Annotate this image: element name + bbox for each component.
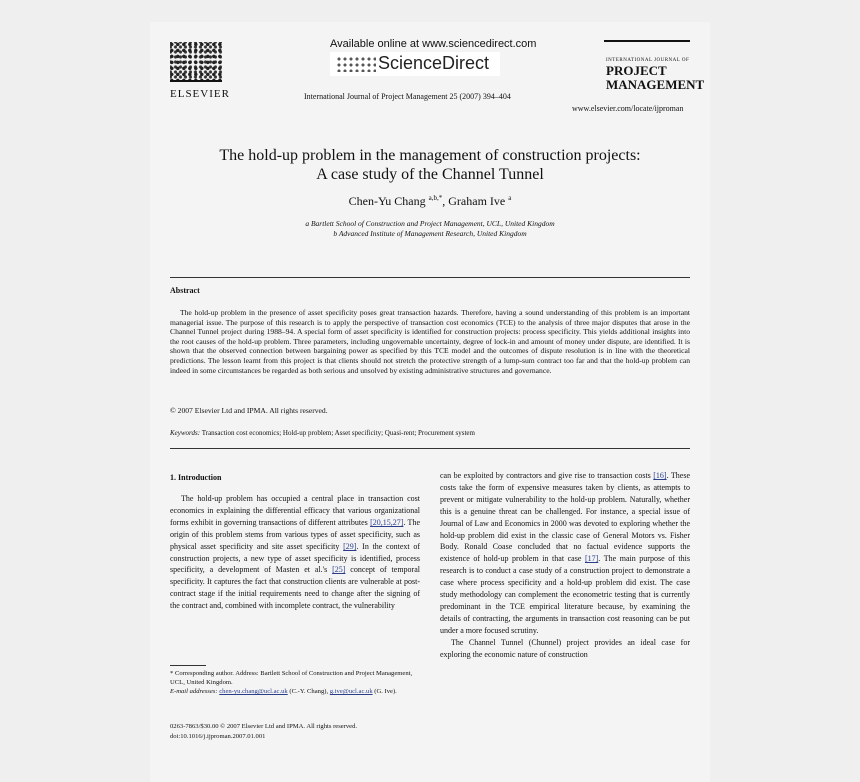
journal-logo-small-text: INTERNATIONAL JOURNAL OF [606,58,690,63]
intro-paragraph-1: The hold-up problem has occupied a central place in transaction cost economics in explaining the differential efficacy that various organizational forms exhibit in governing transactions of different attributes [20,15,27]. The origin of this problem stems from various types of asset specificity, such as physical asset specificity and site asset specificity [29]. In the context of construction projects, a new type of asset specificity is identified, process specificity, a development of Masten et al.'s [25] concept of temporal specificity. It captures the fact that construction clients are vulnerable at post-contract stage if the initial requirements need to change after the signing of the contract and, combined with incomplete contract, the vulnerability [170,494,420,611]
author-list: Chen-Yu Chang $^{a,b,*}$, Graham Ive $^a$ [348,194,512,208]
affiliations [150,219,710,239]
doi-line[interactable]: doi:10.1016/j.ijproman.2007.01.001 [170,732,266,740]
sciencedirect-dots-icon [336,56,376,72]
footnote [170,669,425,696]
email-link-chang[interactable]: chen-yu.chang@ucl.ac.uk [219,688,288,695]
body-column-right [440,470,690,661]
affiliation-b: b Advanced Institute of Management Research, United Kingdom [333,229,527,238]
paper-page [150,22,710,782]
publisher-logo-text: ELSEVIER [170,88,230,100]
author-2[interactable]: Graham Ive [448,194,506,208]
corresponding-author-note: * Corresponding author. Address: Bartlett School of Construction and Project Management, UCL, United Kingdom. [170,670,413,686]
abstract-text: The hold-up problem in the presence of asset specificity poses great transaction hazards. Therefore, having a sound understanding of this problem is an important managerial issue. The purpose of this research is to apply the perspective of transaction cost economics (TCE) to the analysis of three major disputes that arose in the Channel Tunnel project during 1988–94. A special form of asset specificity is identified for construction projects: process specificity. This yields additional insights into the root causes of the hold-up problem. Three parameters, including ungovernable uncertainty, degree of lock-in and amount of money under dispute, are identified. It is shown that the observed connection between bargaining power as specified by this TCE model and the outcomes of dispute resolution is in line with the theoretical predictions. The lesson learnt from this project is that clients should not stretch the protective strength of a lump-sum contract too far and that the hold-up problem can indeed in some circumstances be regarded as both serious and unsolved by existing administrative structures and governance. [170,308,690,375]
keywords-label: Keywords: [170,429,201,437]
keywords-list: Transaction cost economics; Hold-up problem; Asset specificity; Quasi-rent; Procurement system [201,429,475,437]
available-online-text[interactable]: Available online at www.sciencedirect.com [330,38,537,50]
citation-link[interactable]: [25] [332,565,346,575]
intro-paragraph-2: The Channel Tunnel (Chunnel) project provides an ideal case for exploring the economic nature of construction [440,637,690,659]
citation-link[interactable]: [29] [343,541,357,551]
intro-paragraph-1-continued: can be exploited by contractors and give rise to transaction costs [16]. These costs take the form of expensive measures taken by clients, as attempts to prevent or mitigate vulnerability to the hold-up problem. Naturally, whether this is a genuine threat can be challenged. For instance, a special issue of Journal of Law and Economics in 2000 was devoted to exploring whether the hold-up problem did exist in the classic case of General Motors vs. Fisher Body. Ronald Coase concluded that no factual evidence supports the existence of hold-up problem in that case [17]. The main purpose of this research is to conduct a case study of a construction project to demonstrate a case where process specificity and a hold-up problem did exist. The case study methodology can complement the econometric testing that is currently predominant in the TCE empirical literature because, by examining the details of contracting, the arguments in transaction cost reasoning can be put under a more focused scrutiny. [440,471,690,635]
email-addresses: E-mail addresses: chen-yu.chang@ucl.ac.uk (C.-Y. Chang), g.ive@ucl.ac.uk (G. Ive). [170,688,397,695]
section-heading-introduction: 1. Introduction [170,473,222,482]
author-2-affiliation-marker: a [508,194,512,202]
title-line-2: A case study of the Channel Tunnel [316,166,544,183]
elsevier-tree-logo-icon [170,42,222,82]
abstract-copyright: © 2007 Elsevier Ltd and IPMA. All rights reserved. [170,406,328,415]
title-line-1: The hold-up problem in the management of construction projects: [219,147,641,164]
keywords [170,429,475,437]
citation-link[interactable]: [20,15,27] [370,517,404,527]
article-title [150,146,710,184]
author-1[interactable]: Chen-Yu Chang [348,194,426,208]
citation-link[interactable]: [16] [653,471,667,480]
issn-copyright-line: 0263-7863/$30.00 © 2007 Elsevier Ltd and IPMA. All rights reserved. [170,723,358,730]
abstract-bottom-rule [170,448,690,449]
journal-logo-title: PROJECT MANAGEMENT [606,63,705,92]
sciencedirect-wordmark: ScienceDirect [378,53,490,73]
email-link-ive[interactable]: g.ive@ucl.ac.uk [329,688,373,695]
journal-url-link[interactable]: www.elsevier.com/locate/ijproman [572,104,684,113]
body-column-left [170,493,420,612]
citation-link[interactable]: [17] [584,554,599,564]
abstract-heading: Abstract [170,286,200,295]
abstract-top-rule [170,277,690,278]
journal-citation: International Journal of Project Management 25 (2007) 394–404 [304,92,511,101]
author-1-affiliation-marker: a,b,* [428,194,443,202]
affiliation-a: a Bartlett School of Construction and Project Management, UCL, United Kingdom [305,219,555,228]
footnote-rule [170,665,206,666]
page-footer [170,722,357,741]
